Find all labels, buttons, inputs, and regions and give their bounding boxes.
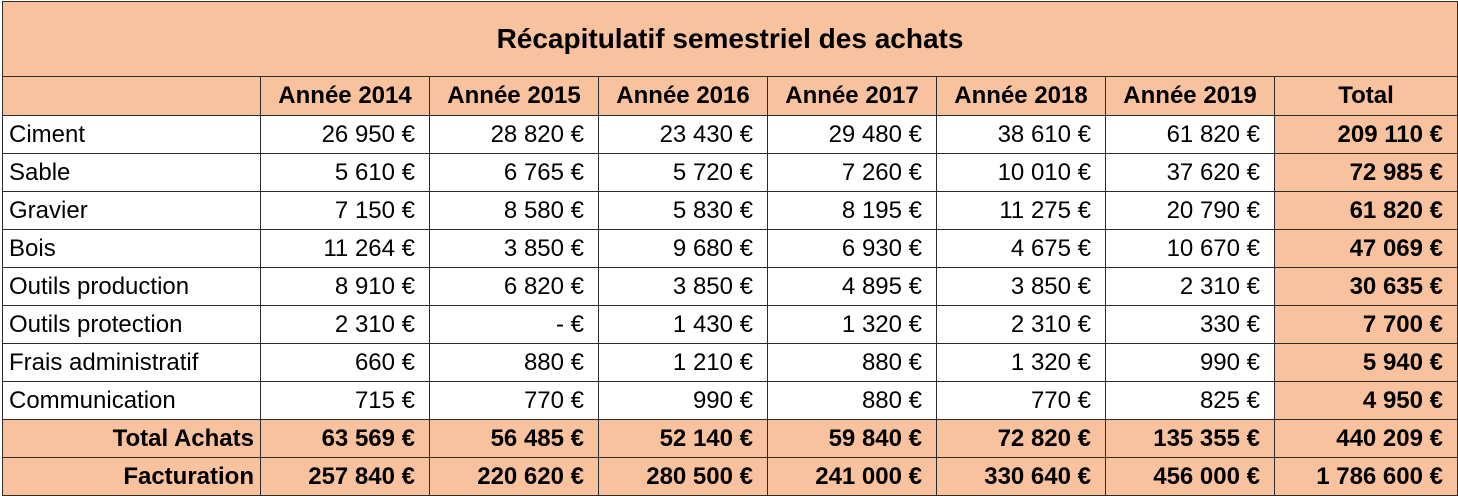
- value-cell[interactable]: 6 820 €: [430, 268, 599, 306]
- value-cell[interactable]: 1 210 €: [599, 344, 768, 382]
- value-cell[interactable]: 660 €: [261, 344, 430, 382]
- summary-value-cell[interactable]: 456 000 €: [1106, 458, 1275, 496]
- value-cell[interactable]: [430, 306, 599, 344]
- summary-value-cell[interactable]: 135 355 €: [1106, 420, 1275, 458]
- value-cell[interactable]: 715 €: [261, 382, 430, 420]
- value-cell[interactable]: 8 580 €: [430, 192, 599, 230]
- summary-value-cell[interactable]: 56 485 €: [430, 420, 599, 458]
- value-cell[interactable]: 3 850 €: [599, 268, 768, 306]
- value-cell[interactable]: 10 010 €: [937, 154, 1106, 192]
- summary-row: [3, 420, 1458, 458]
- header-year-3[interactable]: Année 2017: [768, 77, 937, 116]
- value-cell[interactable]: 28 820 €: [430, 116, 599, 154]
- value-cell[interactable]: 3 850 €: [937, 268, 1106, 306]
- row-total-cell[interactable]: 61 820 €: [1275, 192, 1458, 230]
- header-label-cell[interactable]: [3, 77, 261, 116]
- value-cell[interactable]: 61 820 €: [1106, 116, 1275, 154]
- row-total-cell[interactable]: 72 985 €: [1275, 154, 1458, 192]
- table-row: [3, 192, 1458, 230]
- value-cell[interactable]: 20 790 €: [1106, 192, 1275, 230]
- value-cell[interactable]: 2 310 €: [1106, 268, 1275, 306]
- row-label[interactable]: Communication: [3, 382, 261, 420]
- row-total-cell[interactable]: 7 700 €: [1275, 306, 1458, 344]
- row-total-cell[interactable]: 5 940 €: [1275, 344, 1458, 382]
- value-cell[interactable]: 9 680 €: [599, 230, 768, 268]
- value-cell[interactable]: 6 930 €: [768, 230, 937, 268]
- value-cell[interactable]: 37 620 €: [1106, 154, 1275, 192]
- value-cell[interactable]: 2 310 €: [261, 306, 430, 344]
- header-year-0[interactable]: Année 2014: [261, 77, 430, 116]
- summary-value-cell[interactable]: 72 820 €: [937, 420, 1106, 458]
- summary-value-cell[interactable]: 241 000 €: [768, 458, 937, 496]
- value-cell[interactable]: 26 950 €: [261, 116, 430, 154]
- value-cell[interactable]: 5 830 €: [599, 192, 768, 230]
- row-label[interactable]: Sable: [3, 154, 261, 192]
- purchases-summary-table: [2, 1, 1458, 496]
- table-row: [3, 344, 1458, 382]
- row-label[interactable]: Ciment: [3, 116, 261, 154]
- value-cell[interactable]: 770 €: [430, 382, 599, 420]
- value-cell[interactable]: 1 430 €: [599, 306, 768, 344]
- value-cell[interactable]: 7 150 €: [261, 192, 430, 230]
- row-label[interactable]: Outils protection: [3, 306, 261, 344]
- value-cell[interactable]: 4 675 €: [937, 230, 1106, 268]
- summary-value-cell[interactable]: 280 500 €: [599, 458, 768, 496]
- summary-value-cell[interactable]: 59 840 €: [768, 420, 937, 458]
- row-total-cell[interactable]: 4 950 €: [1275, 382, 1458, 420]
- empty-value: [436, 311, 584, 339]
- value-cell[interactable]: 11 275 €: [937, 192, 1106, 230]
- table-row: [3, 382, 1458, 420]
- value-cell[interactable]: 6 765 €: [430, 154, 599, 192]
- table-row: [3, 268, 1458, 306]
- summary-total-cell[interactable]: 1 786 600 €: [1275, 458, 1458, 496]
- value-cell[interactable]: 29 480 €: [768, 116, 937, 154]
- row-label[interactable]: Outils production: [3, 268, 261, 306]
- value-cell[interactable]: 330 €: [1106, 306, 1275, 344]
- value-cell[interactable]: 7 260 €: [768, 154, 937, 192]
- row-total-cell[interactable]: 47 069 €: [1275, 230, 1458, 268]
- value-cell[interactable]: 38 610 €: [937, 116, 1106, 154]
- header-year-4[interactable]: Année 2018: [937, 77, 1106, 116]
- value-cell[interactable]: 990 €: [599, 382, 768, 420]
- value-cell[interactable]: 880 €: [768, 382, 937, 420]
- value-cell[interactable]: 8 195 €: [768, 192, 937, 230]
- value-cell[interactable]: 2 310 €: [937, 306, 1106, 344]
- column-header-row: [3, 77, 1458, 116]
- summary-row: [3, 458, 1458, 496]
- value-cell[interactable]: 23 430 €: [599, 116, 768, 154]
- summary-label[interactable]: Facturation: [3, 458, 261, 496]
- summary-label[interactable]: Total Achats: [3, 420, 261, 458]
- row-total-cell[interactable]: 209 110 €: [1275, 116, 1458, 154]
- value-cell[interactable]: 880 €: [430, 344, 599, 382]
- summary-value-cell[interactable]: 220 620 €: [430, 458, 599, 496]
- table-row: [3, 154, 1458, 192]
- row-label[interactable]: Gravier: [3, 192, 261, 230]
- row-label[interactable]: Frais administratif: [3, 344, 261, 382]
- value-cell[interactable]: 5 720 €: [599, 154, 768, 192]
- value-cell[interactable]: 990 €: [1106, 344, 1275, 382]
- value-cell[interactable]: 825 €: [1106, 382, 1275, 420]
- row-total-cell[interactable]: 30 635 €: [1275, 268, 1458, 306]
- table-title[interactable]: Récapitulatif semestriel des achats: [3, 2, 1458, 77]
- summary-value-cell[interactable]: 257 840 €: [261, 458, 430, 496]
- value-cell[interactable]: 8 910 €: [261, 268, 430, 306]
- header-year-2[interactable]: Année 2016: [599, 77, 768, 116]
- value-cell[interactable]: 11 264 €: [261, 230, 430, 268]
- row-label[interactable]: Bois: [3, 230, 261, 268]
- header-total[interactable]: Total: [1275, 77, 1458, 116]
- header-year-5[interactable]: Année 2019: [1106, 77, 1275, 116]
- value-cell[interactable]: 5 610 €: [261, 154, 430, 192]
- header-year-1[interactable]: Année 2015: [430, 77, 599, 116]
- value-cell[interactable]: 1 320 €: [768, 306, 937, 344]
- table-row: [3, 116, 1458, 154]
- currency-symbol: €: [570, 310, 584, 338]
- value-cell[interactable]: 3 850 €: [430, 230, 599, 268]
- value-cell[interactable]: 770 €: [937, 382, 1106, 420]
- table-row: [3, 230, 1458, 268]
- table-row: [3, 306, 1458, 344]
- value-cell[interactable]: 1 320 €: [937, 344, 1106, 382]
- summary-value-cell[interactable]: 63 569 €: [261, 420, 430, 458]
- dash-value: -: [556, 310, 564, 338]
- value-cell[interactable]: 880 €: [768, 344, 937, 382]
- summary-value-cell[interactable]: 52 140 €: [599, 420, 768, 458]
- summary-total-cell[interactable]: 440 209 €: [1275, 420, 1458, 458]
- value-cell[interactable]: 10 670 €: [1106, 230, 1275, 268]
- value-cell[interactable]: 4 895 €: [768, 268, 937, 306]
- summary-value-cell[interactable]: 330 640 €: [937, 458, 1106, 496]
